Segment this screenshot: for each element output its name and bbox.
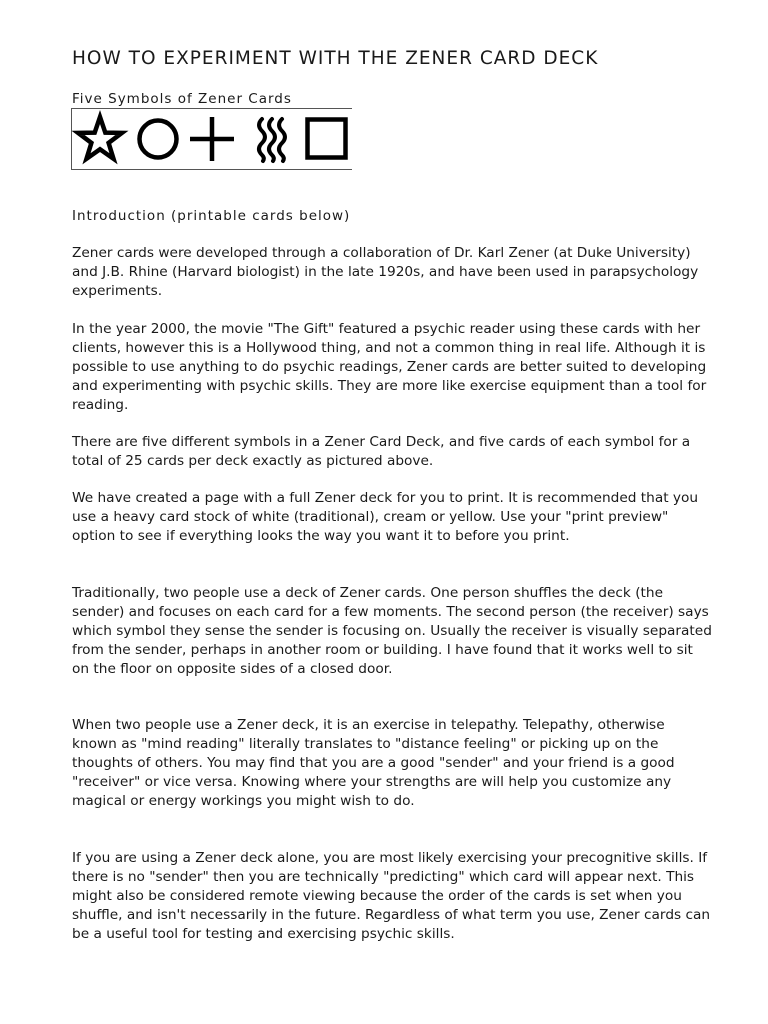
page-title: HOW TO EXPERIMENT WITH THE ZENER CARD DECK — [72, 48, 599, 69]
plus-icon — [190, 117, 234, 161]
zener-symbols-strip — [71, 108, 352, 170]
square-icon — [308, 120, 346, 158]
symbols-caption: Five Symbols of Zener Cards — [72, 91, 292, 107]
intro-heading: Introduction (printable cards below) — [72, 208, 351, 224]
star-icon — [78, 117, 122, 159]
paragraph: If you are using a Zener deck alone, you are most likely exercising your precognitive skills. If there is no "sender" then you are technically "predicting" which card will appear next. This might also be considered remote viewing because the order of the cards is set when you shuffle, and isn't necessarily in the future. Regardless of what term you use, Zener cards can be a useful tool for testing and exercising psychic skills. — [72, 850, 711, 942]
paragraph: There are five different symbols in a Zener Card Deck, and five cards of each symbol for a total of 25 cards per deck exactly as pictured above. — [72, 434, 691, 469]
paragraph: Zener cards were developed through a collaboration of Dr. Karl Zener (at Duke University) and J.B. Rhine (Harvard biologist) in the late 1920s, and have been used in parapsychology experiments. — [72, 245, 699, 299]
paragraph: When two people use a Zener deck, it is an exercise in telepathy. Telepathy, otherwise known as "mind reading" literally translates to "distance feeling" or picking up on the thoughts of others. You may find that you are a good "sender" and your friend is a good "receiver" or vice versa. Knowing where your strengths are will help you customize any magical or energy workings you might wish to do. — [72, 717, 675, 809]
circle-icon — [140, 121, 177, 158]
paragraph: Traditionally, two people use a deck of Zener cards. One person shuffles the deck (the sender) and focuses on each card for a few moments. The second person (the receiver) says which symbol they sense the sender is focusing on. Usually the receiver is visually separated from the sender, perhaps in another room or building. I have found that it works well to sit on the floor on opposite sides of a closed door. — [72, 585, 712, 677]
paragraph: In the year 2000, the movie "The Gift" featured a psychic reader using these cards with her clients, however this is a Hollywood thing, and not a common thing in real life. Although it is possible to use anything to do psychic readings, Zener cards are better suited to developing and experimenting with psychic skills. They are more like exercise equipment than a tool for reading. — [72, 321, 707, 413]
waves-icon — [259, 119, 285, 161]
paragraph: We have created a page with a full Zener deck for you to print. It is recommended that you use a heavy card stock of white (traditional), cream or yellow. Use your "print preview" option to see if everything looks the way you want it to before you print. — [72, 490, 699, 544]
